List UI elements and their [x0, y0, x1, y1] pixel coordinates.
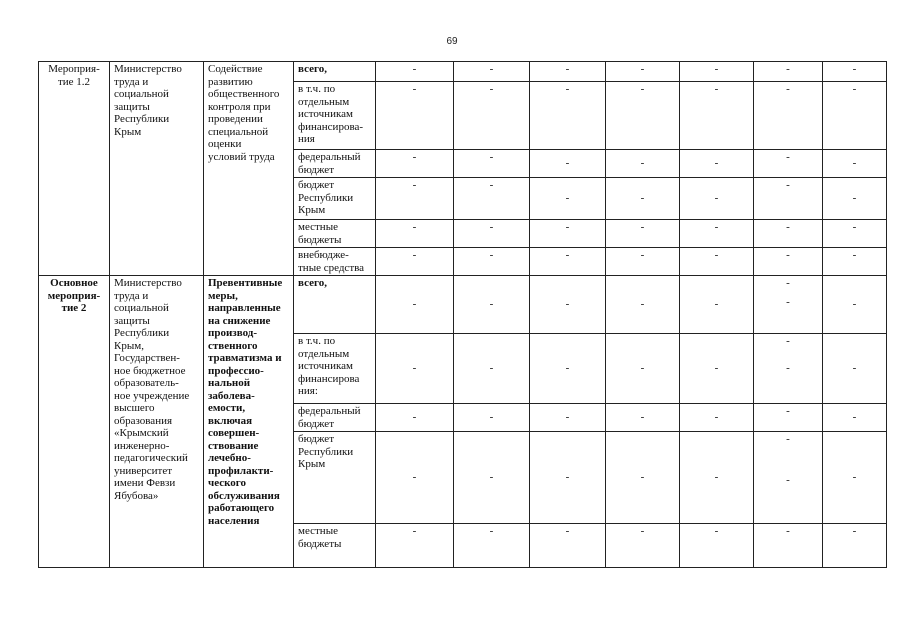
- value-cell: - -: [754, 276, 823, 334]
- value-cell: -: [376, 248, 454, 276]
- source-label: в т.ч. по отдельным источникам финансирова ния:: [294, 334, 376, 404]
- source-label: бюджет Республики Крым: [294, 178, 376, 220]
- page-number: 69: [446, 36, 458, 47]
- value-cell: -: [823, 178, 887, 220]
- value-cell: -: [376, 404, 454, 432]
- value-cell: -: [454, 334, 530, 404]
- value-cell: -: [606, 220, 680, 248]
- value-cell: -: [454, 150, 530, 178]
- value-cell: -: [823, 276, 887, 334]
- value-cell: -: [530, 82, 606, 150]
- value-cell: -: [376, 334, 454, 404]
- value-cell: -: [376, 524, 454, 568]
- value-cell: -: [823, 432, 887, 524]
- value-cell: -: [376, 62, 454, 82]
- source-label: местные бюджеты: [294, 524, 376, 568]
- value-cell: -: [530, 150, 606, 178]
- value-cell: - -: [754, 432, 823, 524]
- value-cell: -: [454, 404, 530, 432]
- value-cell: -: [530, 432, 606, 524]
- event-cell: Основное мероприя- тие 2: [39, 276, 110, 568]
- table-row: [39, 276, 887, 334]
- source-label: внебюдже- тные средства: [294, 248, 376, 276]
- value-cell: -: [823, 62, 887, 82]
- value-cell: -: [606, 150, 680, 178]
- value-cell: -: [454, 178, 530, 220]
- value-cell: -: [376, 276, 454, 334]
- budget-table: [38, 61, 887, 568]
- value-cell: -: [454, 248, 530, 276]
- value-cell: -: [376, 432, 454, 524]
- value-cell: -: [823, 150, 887, 178]
- value-cell: -: [680, 62, 754, 82]
- value-cell: -: [606, 62, 680, 82]
- value-cell: -: [606, 178, 680, 220]
- value-cell: -: [530, 524, 606, 568]
- value-cell: -: [754, 82, 823, 150]
- value-cell: -: [606, 82, 680, 150]
- source-label: бюджет Республики Крым: [294, 432, 376, 524]
- value-cell: -: [454, 82, 530, 150]
- value-cell: -: [606, 334, 680, 404]
- value-cell: -: [823, 248, 887, 276]
- source-label: всего,: [294, 276, 376, 334]
- value-cell: -: [530, 334, 606, 404]
- value-cell: -: [823, 334, 887, 404]
- value-cell: -: [680, 248, 754, 276]
- value-cell: -: [606, 404, 680, 432]
- value-cell: -: [680, 220, 754, 248]
- value-cell: -: [376, 82, 454, 150]
- value-cell: -: [754, 62, 823, 82]
- value-cell: -: [754, 524, 823, 568]
- value-cell: -: [680, 276, 754, 334]
- executor-cell: Министерство труда и социальной защиты Республики Крым, Государствен- ное бюджетное образователь- ное учреждение высшего образования «Крымский инженерно- педагогический университет имени Февзи Ябубова»: [110, 276, 204, 568]
- value-cell: - -: [754, 334, 823, 404]
- value-cell: -: [606, 432, 680, 524]
- value-cell: -: [530, 62, 606, 82]
- value-cell: -: [754, 404, 823, 432]
- value-cell: -: [454, 276, 530, 334]
- event-cell: Мероприя- тие 1.2: [39, 62, 110, 276]
- value-cell: -: [454, 62, 530, 82]
- value-cell: -: [454, 432, 530, 524]
- value-cell: -: [680, 178, 754, 220]
- value-cell: -: [454, 220, 530, 248]
- value-cell: -: [754, 150, 823, 178]
- value-cell: -: [530, 248, 606, 276]
- value-cell: -: [376, 150, 454, 178]
- value-cell: -: [530, 178, 606, 220]
- value-cell: -: [754, 248, 823, 276]
- source-label: местные бюджеты: [294, 220, 376, 248]
- source-label: всего,: [294, 62, 376, 82]
- value-cell: -: [823, 220, 887, 248]
- table-row: [39, 62, 887, 82]
- value-cell: -: [530, 220, 606, 248]
- value-cell: -: [530, 404, 606, 432]
- value-cell: -: [680, 334, 754, 404]
- source-label: федеральный бюджет: [294, 150, 376, 178]
- value-cell: -: [680, 432, 754, 524]
- value-cell: -: [680, 82, 754, 150]
- value-cell: -: [823, 82, 887, 150]
- value-cell: -: [376, 220, 454, 248]
- value-cell: -: [376, 178, 454, 220]
- source-label: федеральный бюджет: [294, 404, 376, 432]
- value-cell: -: [606, 524, 680, 568]
- value-cell: -: [823, 524, 887, 568]
- value-cell: -: [606, 248, 680, 276]
- value-cell: -: [680, 150, 754, 178]
- executor-cell: Министерство труда и социальной защиты Республики Крым: [110, 62, 204, 276]
- description-cell: Содействие развитию общественного контроля при проведении специальной оценки условий труда: [204, 62, 294, 276]
- value-cell: -: [680, 524, 754, 568]
- value-cell: -: [680, 404, 754, 432]
- value-cell: -: [754, 220, 823, 248]
- value-cell: -: [754, 178, 823, 220]
- value-cell: -: [823, 404, 887, 432]
- source-label: в т.ч. по отдельным источникам финансирова- ния: [294, 82, 376, 150]
- value-cell: -: [454, 524, 530, 568]
- description-cell: Превентивные меры, направленные на снижение производ- ственного травматизма и профессио- нальной заболева- емости, включая совершен- ствование лечебно- профилакти- ческого обслуживания работающего населения: [204, 276, 294, 568]
- value-cell: -: [530, 276, 606, 334]
- value-cell: -: [606, 276, 680, 334]
